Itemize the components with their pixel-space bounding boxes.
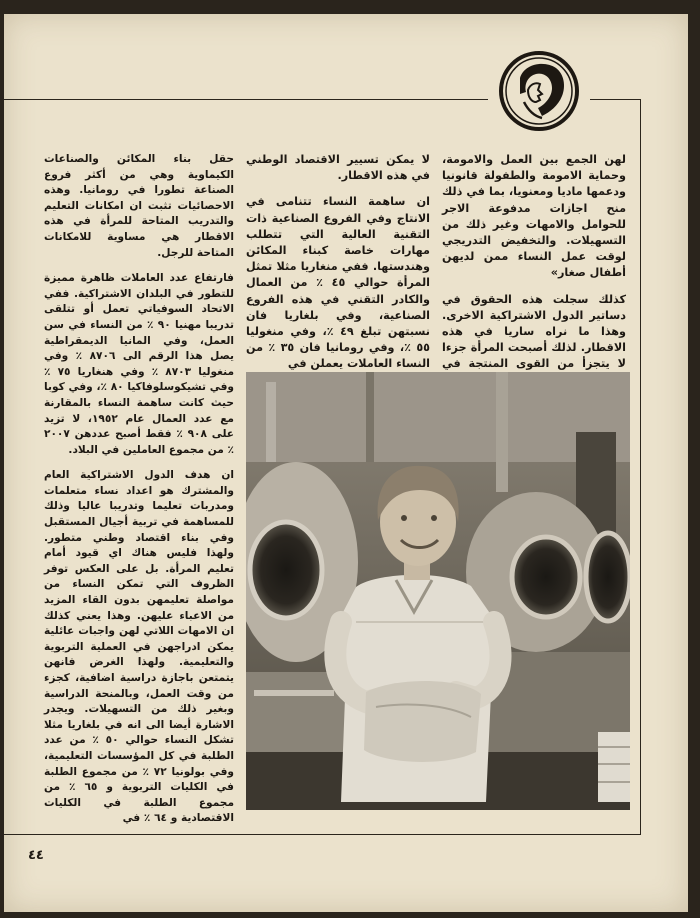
paragraph: لهن الجمع بين العمل والامومة، وحماية الامومة والطفولة قانونيا ودعمها ماديا ومعنويا، بما في ذلك منح اجازات مدفوعة الاجر للحوامل والامهات وغير ذلك من التسهيلات. والتخفيض التدريجي لوقت عمل النساء ممن لديهن أطفال صغار» <box>442 153 626 280</box>
text-column-middle <box>246 152 430 383</box>
header-rule-right <box>590 99 640 100</box>
text-column-left <box>44 152 234 837</box>
woman-profile-icon <box>498 50 580 132</box>
paragraph: حقل بناء المكائن والصناعات الكيماوية وهي من أكثر فروع الصناعة تطورا في رومانيا. وهذه الاحصائيات تثبت ان امكانات التعليم والتدريب المتاحة للمرأة في هذه الاقطار هي مساوية للامكانات المتاحة للرجل. <box>44 153 234 259</box>
right-margin-rule <box>640 99 641 834</box>
paragraph: فارتفاع عدد العاملات ظاهرة مميزة للتطور في البلدان الاشتراكية. ففي الاتحاد السوفياتي تعمل أو تتلقى تدريبا مهنيا ٩٠ ٪ من النساء في سن العمل، وفي المانيا الديمقراطية يصل هذا الرقم الى ٨٧٠٦ ٪ وفي منغوليا ٨٧٠٣ ٪ وفي هنغاريا ٧٥ ٪ وفي تشيكوسلوفاكيا ٨٠ ٪، وفي كوبا حيث كانت ساهمة النساء بالمقارنة مع عدد العمال عام ١٩٥٢، لا تزيد على ٩٠٨ ٪ فقط أصبح عددهن ٢٠٠٧ ٪ من مجموع العاملين في البلاد. <box>44 272 235 456</box>
paragraph: لا يمكن تسيير الاقتصاد الوطني في هذه الاقطار. <box>246 153 430 183</box>
text-column-right <box>442 152 626 399</box>
paragraph: ان هدف الدول الاشتراكية العام والمشترك هو اعداد نساء متعلمات ومدربات تعليما وتدريبا عاليا وذلك للمساهمة في تربية أجيال المستقبل وفي بناء اقتصاد وطني متطور. ولهذا فليس هناك اي قيود أمام تعليم المرأة. بل على العكس توفر الظروف التي تمكن النساء من مواصلة تعليمهن بدون القاء المزيد من الاعباء عليهن. وهذا يعني كذلك ان الامهات اللاتي لهن واجبات عائلية يمكن ادراجهن في العملية التربوية والتعليمية. ولهذا الغرض فانهن يتمتعن باجازة دراسية اضافية، كجزء من وقت العمل، وبالمنحة الدراسية وبغير ذلك من التسهيلات. ويجدر الاشارة أيضا الى انه في بلغاريا مثلا تشكل النساء حوالي ٥٠ ٪ من عدد الطلبة في كل المؤسسات التعليمية، وفي بولونيا ٧٢ ٪ من مجموع الطلبة في الكليات التربوية و ٦٥ ٪ من مجموع الطلبة في الكليات الاقتصادية و ٦٤ ٪ في <box>44 469 235 825</box>
photo-woman-laundry <box>246 372 630 810</box>
paragraph: كذلك سجلت هذه الحقوق في دساتير الدول الاشتراكية الاخرى. وهذا ما نراه ساريا في هذه الاقطار. لذلك أصبحت المرأة جزءا لا يتجزأ من القوى المنتجة في <box>442 292 626 371</box>
header-rule-left <box>4 99 488 100</box>
paragraph: ان ساهمة النساء تتنامى في الانتاج وفي الفروع الصناعية ذات التقنية العالية التي تتطلب مهارات خاصة كبناء المكائن وهندستها. ففي منغاريا مثلا تمثل المرأة حوالي ٤٥ ٪ من العمال والكادر التقني في هذه الفروع الصناعية، وفي بلغاريا فان نسبتهن تبلغ ٤٩ ٪، وفي منغوليا ٥٥ ٪، وفي رومانيا فان ٣٥ ٪ من النساء العاملات يعملن في <box>246 195 430 371</box>
page-number: ٤٤ <box>28 848 44 863</box>
laundry-photo-illustration <box>246 372 630 810</box>
